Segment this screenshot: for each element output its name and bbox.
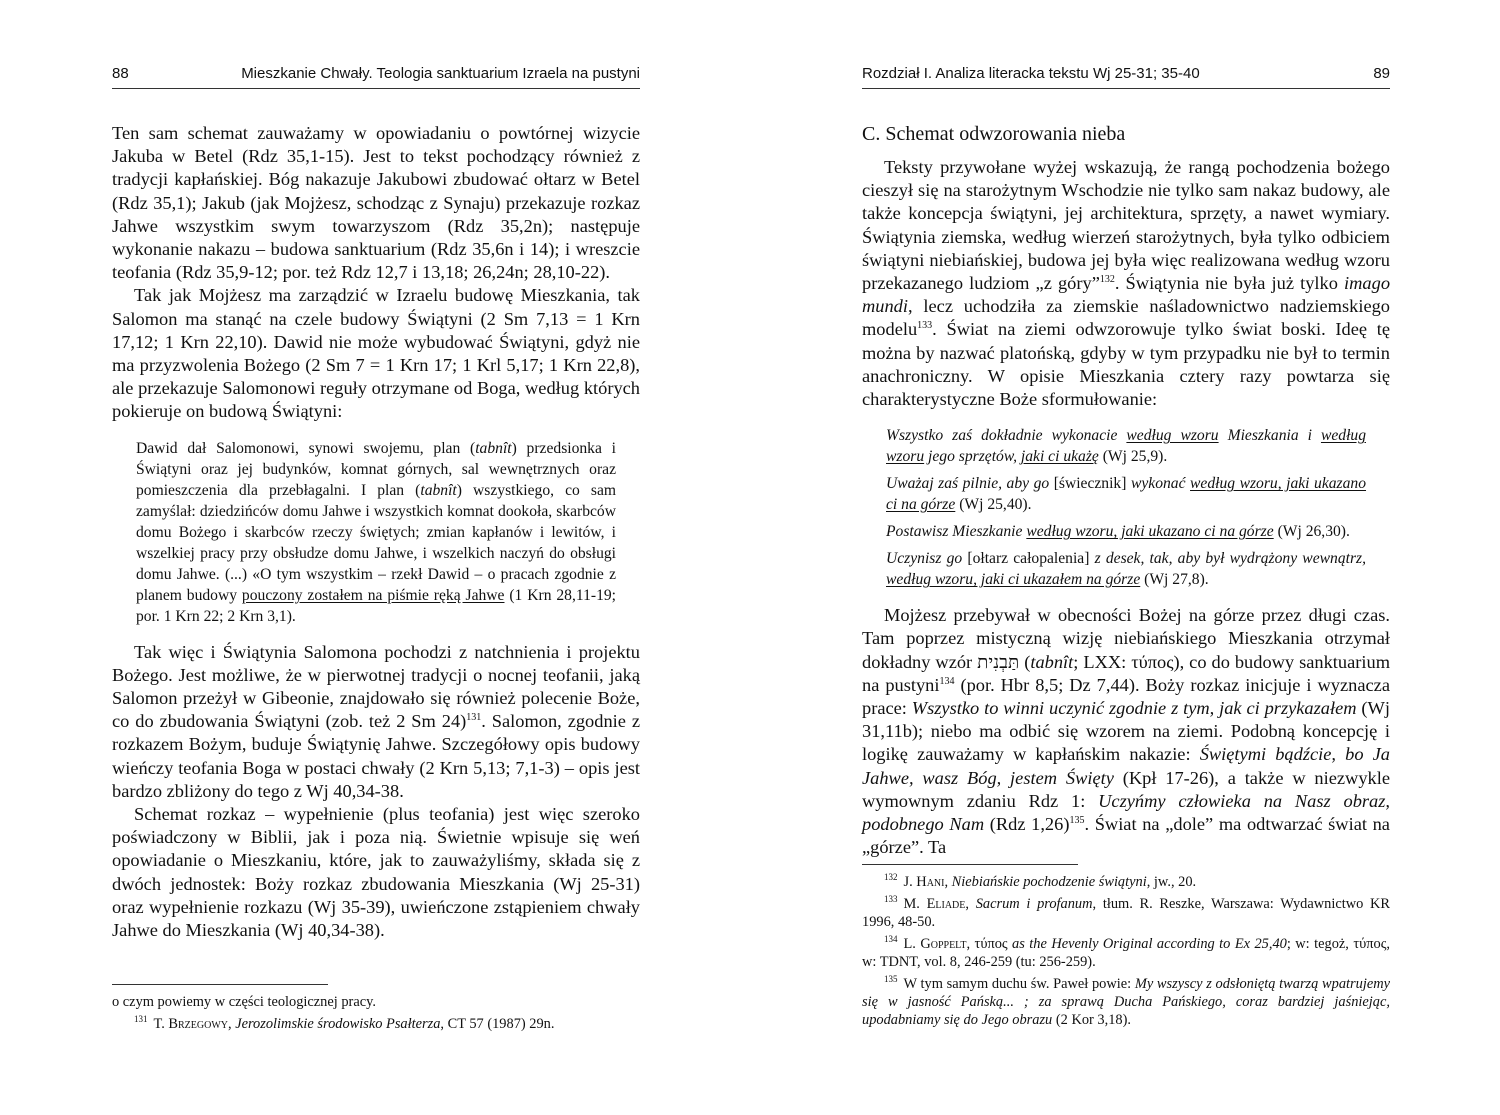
footnote-text: , [944, 874, 952, 890]
quote-underlined: według wzoru, jaki ukazano ci na górze [1026, 523, 1274, 541]
footnote-ref-134: 134 [939, 675, 955, 687]
footnote-title: Jerozolimskie środowisko Psałterza [235, 1016, 441, 1032]
footnote-number: 132 [884, 872, 898, 883]
right-paragraph-2 [862, 604, 1390, 859]
quote-text: z desek, tak, aby był wydrążony wewnątrz, [1089, 550, 1366, 568]
left-paragraph-3 [112, 641, 640, 803]
left-paragraph-2: Tak jak Mojżesz ma zarządzić w Izraelu budowę Mieszkania, tak Salomon ma stanąć na czele budowy Świątyni (2 Sm 7,13 = 1 Krn 17,12; 1 Krn 22,10). Dawid nie może wybudować Świątyni, gdyż nie ma przyzwolenia Bożego (2 Sm 7 = 1 Krn 17; 1 Krl 5,17; 1 Krn 22,8), ale przekazuje Salomonowi reguły otrzymane od Boga, według których pokieruje on budową Świątyni: [112, 285, 640, 422]
left-paragraph-1: Ten sam schemat zauważamy w opowiadaniu o powtórnej wizycie Jakuba w Betel (Rdz 35,1-15). Jest to tekst pochodzący również z tradycji kapłańskiej. Bóg nakazuje Jakubowi zbudować ołtarz w Betel (Rdz 35,1); Jakub (jak Mojżesz, schodząc z Synaju) przekazuje rozkaz Jahwe wszystkim swym towarzyszom (Rdz 35,2n); następuje wykonanie nakazu – budowa sanktuarium (Rdz 35,6n i 14); i wreszcie teofania (Rdz 35,9-12; por. też Rdz 12,7 i 13,18; 26,24n; 28,10-22). [112, 123, 640, 283]
footnote-134: $^{134}$ L. Goppelt, τύπος as the Hevenly Original according to Ex 25,40; w: tegoż, τύπος, w: TDNT, vol. 8, 246-259 (tu: 256-259). [862, 934, 1390, 970]
quote-text: Dawid dał Salomonowi, synowi swojemu, plan ( [136, 439, 476, 457]
left-page [112, 0, 640, 1115]
left-body [112, 122, 640, 942]
quote-reference: (Wj 25,9). [1098, 448, 1168, 466]
quote-reference: (Wj 25,40). [955, 496, 1032, 514]
quote-term: tabnît [475, 439, 512, 457]
text-run: (Rdz 1,26) [984, 814, 1070, 835]
footnote-131: $^{131}$ T. Brzegowy, Jerozolimskie środowisko Psałterza, CT 57 (1987) 29n. [134, 1014, 555, 1032]
text-run: ; LXX: τύπος), co do budowy sanktuarium na pustyni [862, 651, 1390, 695]
footnote-text: , CT 57 (1987) 29n. [440, 1016, 555, 1032]
footnote-ref-132: 132 [1099, 273, 1115, 285]
footnote-author: L. Goppelt [903, 936, 967, 952]
footnote-title: Niebiańskie pochodzenie świątyni [951, 874, 1147, 890]
italic-citation: Wszystko to winni uczynić zgodnie z tym, jak ci przykazałem [911, 698, 1357, 719]
quote-underlined: według wzoru, jaki ukazano ci na górze [886, 475, 1367, 514]
running-head-right [862, 64, 1390, 89]
right-block-quotes [886, 425, 1366, 590]
footnote-author: M. Eliade [903, 896, 966, 912]
footnote-132 [862, 873, 1390, 891]
page-number-left: 88 [112, 65, 129, 82]
left-footnotes [112, 984, 640, 1037]
footnote-ref-135: 135 [1069, 814, 1085, 826]
quote-insertion: [świecznik] [1053, 475, 1127, 493]
left-paragraph-4: Schemat rozkaz – wypełnienie (plus teofania) jest więc szeroko poświadczony w Biblii, jak i poza nią. Świetnie wpisuje się weń opowiadanie o Mieszkaniu, które, jak to zauważyliśmy, składa się z dwóch jednostek: Boży rozkaz zbudowania Mieszkania (Wj 25-31) oraz wypełnienie rozkazu (Wj 35-39), uwieńczone zstąpieniem chwały Jahwe do Mieszkania (Wj 40,34-38). [112, 804, 640, 941]
footnote-author: J. Hani [903, 874, 945, 890]
text-run: (Wj 31,11b); niebo ma odbić się wzorem na ziemi. Podobną koncepcję i logikę zauważamy w kapłańskim nakazie: [862, 698, 1390, 765]
quote-underlined: według wzoru [886, 427, 1366, 466]
quote-underlined: pouczony zostałem na piśmie ręką Jahwe [241, 586, 505, 604]
section-heading: C. Schemat odwzorowania nieba [862, 123, 1126, 145]
footnote-number: 134 [884, 934, 898, 945]
right-footnotes [862, 864, 1390, 1033]
right-paragraph-1 [862, 156, 1390, 411]
text-run: . Świat na „dole” ma odtwarzać świat na „górze”. Ta [862, 814, 1390, 858]
footnote-greek: τύπος [974, 936, 1008, 952]
quote-text: Uczynisz go [886, 550, 968, 568]
footnote-text: ; w: tegoż, τύπος, w: TDNT, vol. 8, 246-259 (tu: 256-259). [862, 936, 1390, 970]
footnote-title: Sacrum i profanum [975, 896, 1093, 912]
text-run: (Kpł 17-26), a także w niezwykle wymownym zdaniu Rdz 1: [862, 767, 1391, 811]
text-run: (por. Hbr 8,5; Dz 7,44). Boży rozkaz inicjuje i wyznacza prace: [862, 674, 1390, 719]
quote-text: ) przedsionka i Świątyni oraz jej budynków, komnat górnych, sal wewnętrznych oraz pomieszczenia dla przebłagalni. I plan ( [136, 439, 616, 499]
text-run: . Świątynia nie była już tylko [1114, 273, 1345, 294]
quote-item [886, 521, 1366, 542]
quote-text: Mieszkania i [1218, 427, 1321, 445]
running-head-left [112, 64, 640, 89]
running-title-left: Mieszkanie Chwały. Teologia sanktuarium Izraela na pustyni [241, 65, 640, 82]
quote-term: tabnît [420, 481, 457, 499]
footnote-quote: My wszyscy z odsłoniętą twarzą wpatrujemy się w jasność Pańską... ; za sprawą Ducha Pańskiego, coraz bardziej jaśniejąc, upodabniamy się do Jego obrazu [862, 976, 1390, 1028]
quote-text: Wszystko zaś dokładnie wykonacie [886, 427, 1127, 445]
footnote-135 [862, 975, 1390, 1029]
page-number-right: 89 [1373, 65, 1390, 82]
quote-reference: (1 Krn 28,11-19; por. 1 Krn 22; 2 Krn 3,1). [136, 586, 616, 625]
text-run: Teksty przywołane wyżej wskazują, że rangą pochodzenia bożego cieszył się na starożytnym Wschodzie nie tylko sam nakaz budowy, ale także koncepcja świątyni, jej architektura, sprzęty, a nawet wymiary. Świątynia ziemska, według wierzeń starożytnych, była tylko odbiciem świątyni niebiańskiej, budowa jej była więc realizowana według wzoru przekazanego ludziom „z góry” [862, 157, 1390, 294]
footnote-text: , tłum. R. Reszke, Warszawa: Wydawnictwo KR 1996, 48-50. [862, 896, 1390, 930]
quote-text: jego sprzętów, [924, 448, 1021, 466]
footnote-text: (2 Kor 3,18). [1052, 1012, 1131, 1028]
hebrew-term: תַּבְנִית [977, 651, 1020, 673]
text-run: . Salomon, zgodnie z rozkazem Bożym, buduje Świątynię Jahwe. Szczegółowy opis budowy wieńczy teofania Boga w postaci chwały (2 Krn 5,13; 7,1-3) – opis jest bardzo zbliżony do tego z Wj 40,34-38. [112, 711, 640, 801]
right-page [862, 0, 1390, 1115]
italic-citation: Świętymi bądźcie, bo Ja Jahwe, wasz Bóg, jestem Święty [862, 744, 1390, 788]
quote-text: Uważaj zaś pilnie, aby go [886, 475, 1054, 493]
quote-item [886, 473, 1366, 515]
footnote-continuation: o czym powiemy w części teologicznej pracy. [112, 994, 376, 1010]
quote-underlined: jaki ci ukażę [1020, 448, 1099, 466]
footnote-number: 135 [884, 974, 898, 985]
text-run: Tak więc i Świątynia Salomona pochodzi z natchnienia i projektu Bożego. Jest możliwe, że w pierwotnej tradycji o nocnej teofanii, jaką Salomon przeżył w Gibeonie, znajdowało się również polecenie Boże, co do zbudowania Świątyni (zob. też 2 Sm 24) [112, 641, 640, 732]
footnote-number: 131 [134, 1014, 148, 1025]
footnote-ref-133: 133 [917, 320, 933, 332]
footnote-title: as the Hevenly Original according to Ex 25,40 [1007, 936, 1287, 952]
footnote-number: 133 [884, 894, 898, 905]
footnote-rule [112, 984, 328, 985]
text-run: . Świat na ziemi odwzorowuje tylko świat boski. Ideę tę można by nazwać platońską, gdyby w tym przypadku nie był to termin anachroniczny. W opisie Mieszkania cztery razy powtarza się charakterystyczne Boże sformułowanie: [862, 319, 1390, 410]
quote-text: wykonać [1126, 475, 1191, 493]
footnote-text: W tym samym duchu św. Paweł powie: [903, 976, 1135, 992]
footnote-133: $^{133}$ M. Eliade, Sacrum i profanum, tłum. R. Reszke, Warszawa: Wydawnictwo KR 1996, 48-50. [862, 894, 1390, 930]
quote-text: ) wszystkiego, co sam zamyślał: dziedzińców domu Jahwe i wszystkich komnat dookoła, skarbców domu Bożego i skarbców rzeczy świętych; zmian kapłanów i lewitów, i wszelkiej pracy przy obsłudze domu Jahwe, i wszelkich naczyń do obsługi domu Jahwe. (...) «O tym wszystkim – rzekł Dawid – o pracach zgodnie z planem budowy [136, 481, 616, 604]
footnote-ref-131: 131 [466, 712, 482, 724]
text-run: , lecz uchodziła za ziemskie naśladownictwo nadziemskiego modelu [862, 296, 1390, 340]
quote-insertion: [ołtarz całopalenia] [967, 550, 1090, 568]
footnote-rule [862, 864, 1078, 865]
quote-underlined: według wzoru, jaki ci ukazałem na górze [886, 571, 1141, 589]
text-run: Mojżesz przebywał w obecności Bożej na górze przez długi czas. Tam poprzez mistyczną wizję niebiańskiego Mieszkania otrzymał dokładny wzór [862, 605, 1390, 672]
italic-term: tabnît [1030, 651, 1074, 672]
quote-item [886, 548, 1366, 590]
left-block-quote [136, 438, 616, 627]
quote-reference: (Wj 26,30). [1273, 523, 1350, 541]
right-body [862, 122, 1390, 859]
text-run: ( [1019, 651, 1031, 672]
quote-reference: (Wj 27,8). [1140, 571, 1209, 589]
footnote-author: T. Brzegowy [153, 1016, 229, 1032]
quote-text: Postawisz Mieszkanie [886, 523, 1027, 541]
running-title-right: Rozdział I. Analiza literacka tekstu Wj 25-31; 35-40 [862, 65, 1200, 82]
italic-citation: Uczyńmy człowieka na Nasz obraz, podobnego Nam [862, 790, 1390, 835]
quote-underlined: według wzoru [1126, 427, 1219, 445]
quote-item [886, 425, 1366, 467]
italic-term: imago mundi [862, 273, 1391, 317]
footnote-text: , jw., 20. [1146, 874, 1197, 890]
